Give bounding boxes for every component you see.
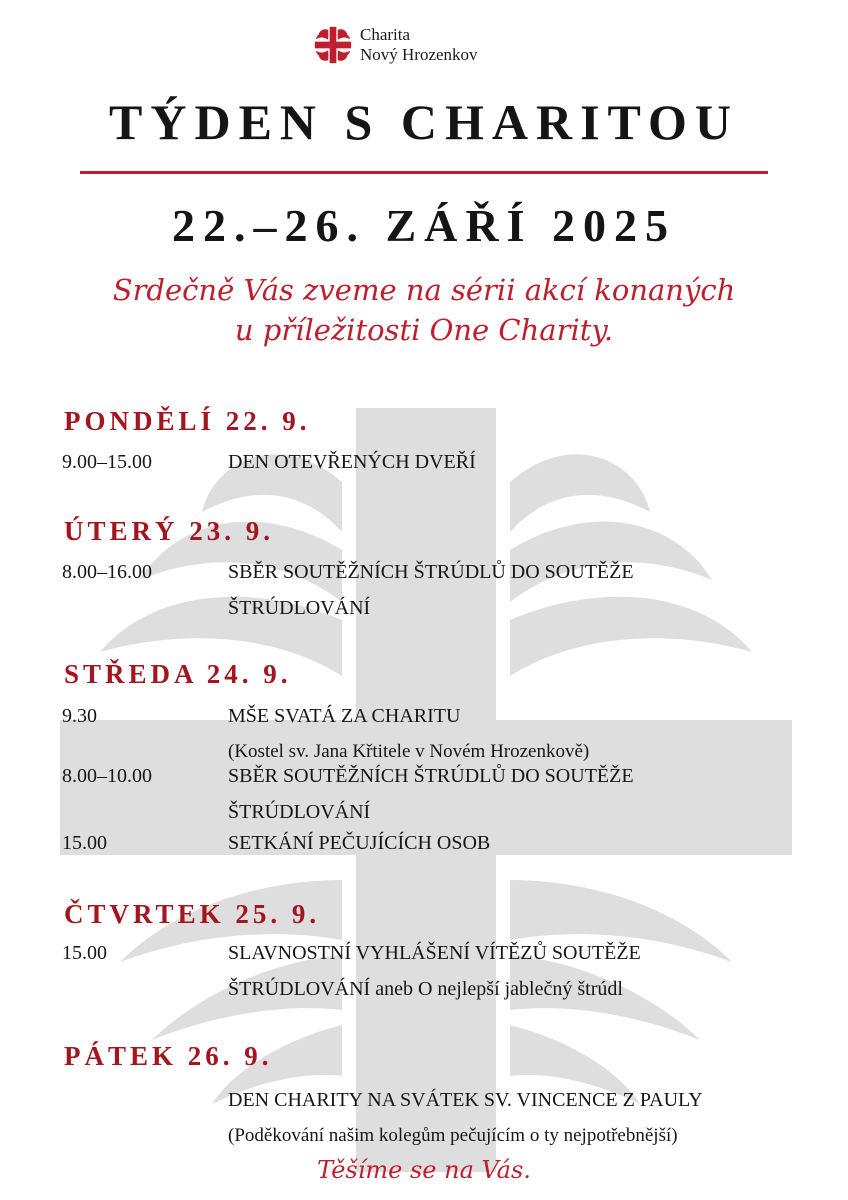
invitation-line-2: u příležitosti One Charity. bbox=[234, 313, 614, 347]
event-line: ŠTRÚDLOVÁNÍ aneb O nejlepší jablečný štrúdl bbox=[228, 978, 623, 1000]
invitation-line-1: Srdečně Vás zveme na sérii akcí konaných bbox=[112, 273, 736, 307]
charita-logo bbox=[312, 24, 478, 66]
logo-line-2: Nový Hrozenkov bbox=[360, 45, 478, 64]
closing-text: Těšíme se na Vás. bbox=[317, 1156, 531, 1184]
day-heading-thursday: ČTVRTEK 25. 9. bbox=[64, 899, 321, 929]
event-line: ŠTRÚDLOVÁNÍ bbox=[228, 801, 371, 823]
event-line: SBĚR SOUTĚŽNÍCH ŠTRÚDLŮ DO SOUTĚŽE bbox=[228, 765, 634, 787]
event-time: 15.00 bbox=[62, 832, 107, 854]
day-heading-monday: PONDĚLÍ 22. 9. bbox=[64, 406, 311, 436]
event-time: 15.00 bbox=[62, 942, 107, 964]
caritas-cross-icon bbox=[312, 24, 354, 66]
event-time: 9.30 bbox=[62, 705, 97, 727]
event-line: SETKÁNÍ PEČUJÍCÍCH OSOB bbox=[228, 832, 491, 854]
event-description bbox=[228, 1088, 828, 1160]
event-time: 8.00–16.00 bbox=[62, 561, 152, 583]
event-description bbox=[228, 941, 828, 1013]
event-location-note: (Kostel sv. Jana Křtitele v Novém Hrozenkově) bbox=[228, 741, 590, 762]
event-note: (Poděkování našim kolegům pečujícím o ty nejpotřebnější) bbox=[228, 1125, 678, 1146]
invitation-text bbox=[0, 270, 848, 350]
page-title: TÝDEN S CHARITOU bbox=[109, 94, 739, 150]
title-divider bbox=[80, 171, 768, 174]
day-heading-friday: PÁTEK 26. 9. bbox=[64, 1041, 273, 1071]
day-heading-wednesday: STŘEDA 24. 9. bbox=[64, 659, 292, 689]
logo-text bbox=[360, 25, 478, 65]
event-line: ŠTRÚDLOVÁNÍ bbox=[228, 597, 371, 619]
event-description bbox=[228, 560, 828, 632]
event-line: MŠE SVATÁ ZA CHARITU bbox=[228, 705, 461, 727]
event-time: 9.00–15.00 bbox=[62, 451, 152, 473]
event-line: SBĚR SOUTĚŽNÍCH ŠTRÚDLŮ DO SOUTĚŽE bbox=[228, 561, 634, 583]
event-line: DEN CHARITY NA SVÁTEK SV. VINCENCE Z PAULY bbox=[228, 1089, 703, 1111]
event-line: DEN OTEVŘENÝCH DVEŘÍ bbox=[228, 451, 476, 473]
event-time: 8.00–10.00 bbox=[62, 765, 152, 787]
event-description bbox=[228, 831, 828, 867]
date-range: 22.–26. ZÁŘÍ 2025 bbox=[171, 200, 677, 251]
logo-line-1: Charita bbox=[360, 25, 411, 44]
event-description bbox=[228, 764, 828, 836]
event-line: SLAVNOSTNÍ VYHLÁŠENÍ VÍTĚZŮ SOUTĚŽE bbox=[228, 942, 641, 964]
day-heading-tuesday: ÚTERÝ 23. 9. bbox=[64, 516, 275, 546]
event-description bbox=[228, 450, 828, 486]
